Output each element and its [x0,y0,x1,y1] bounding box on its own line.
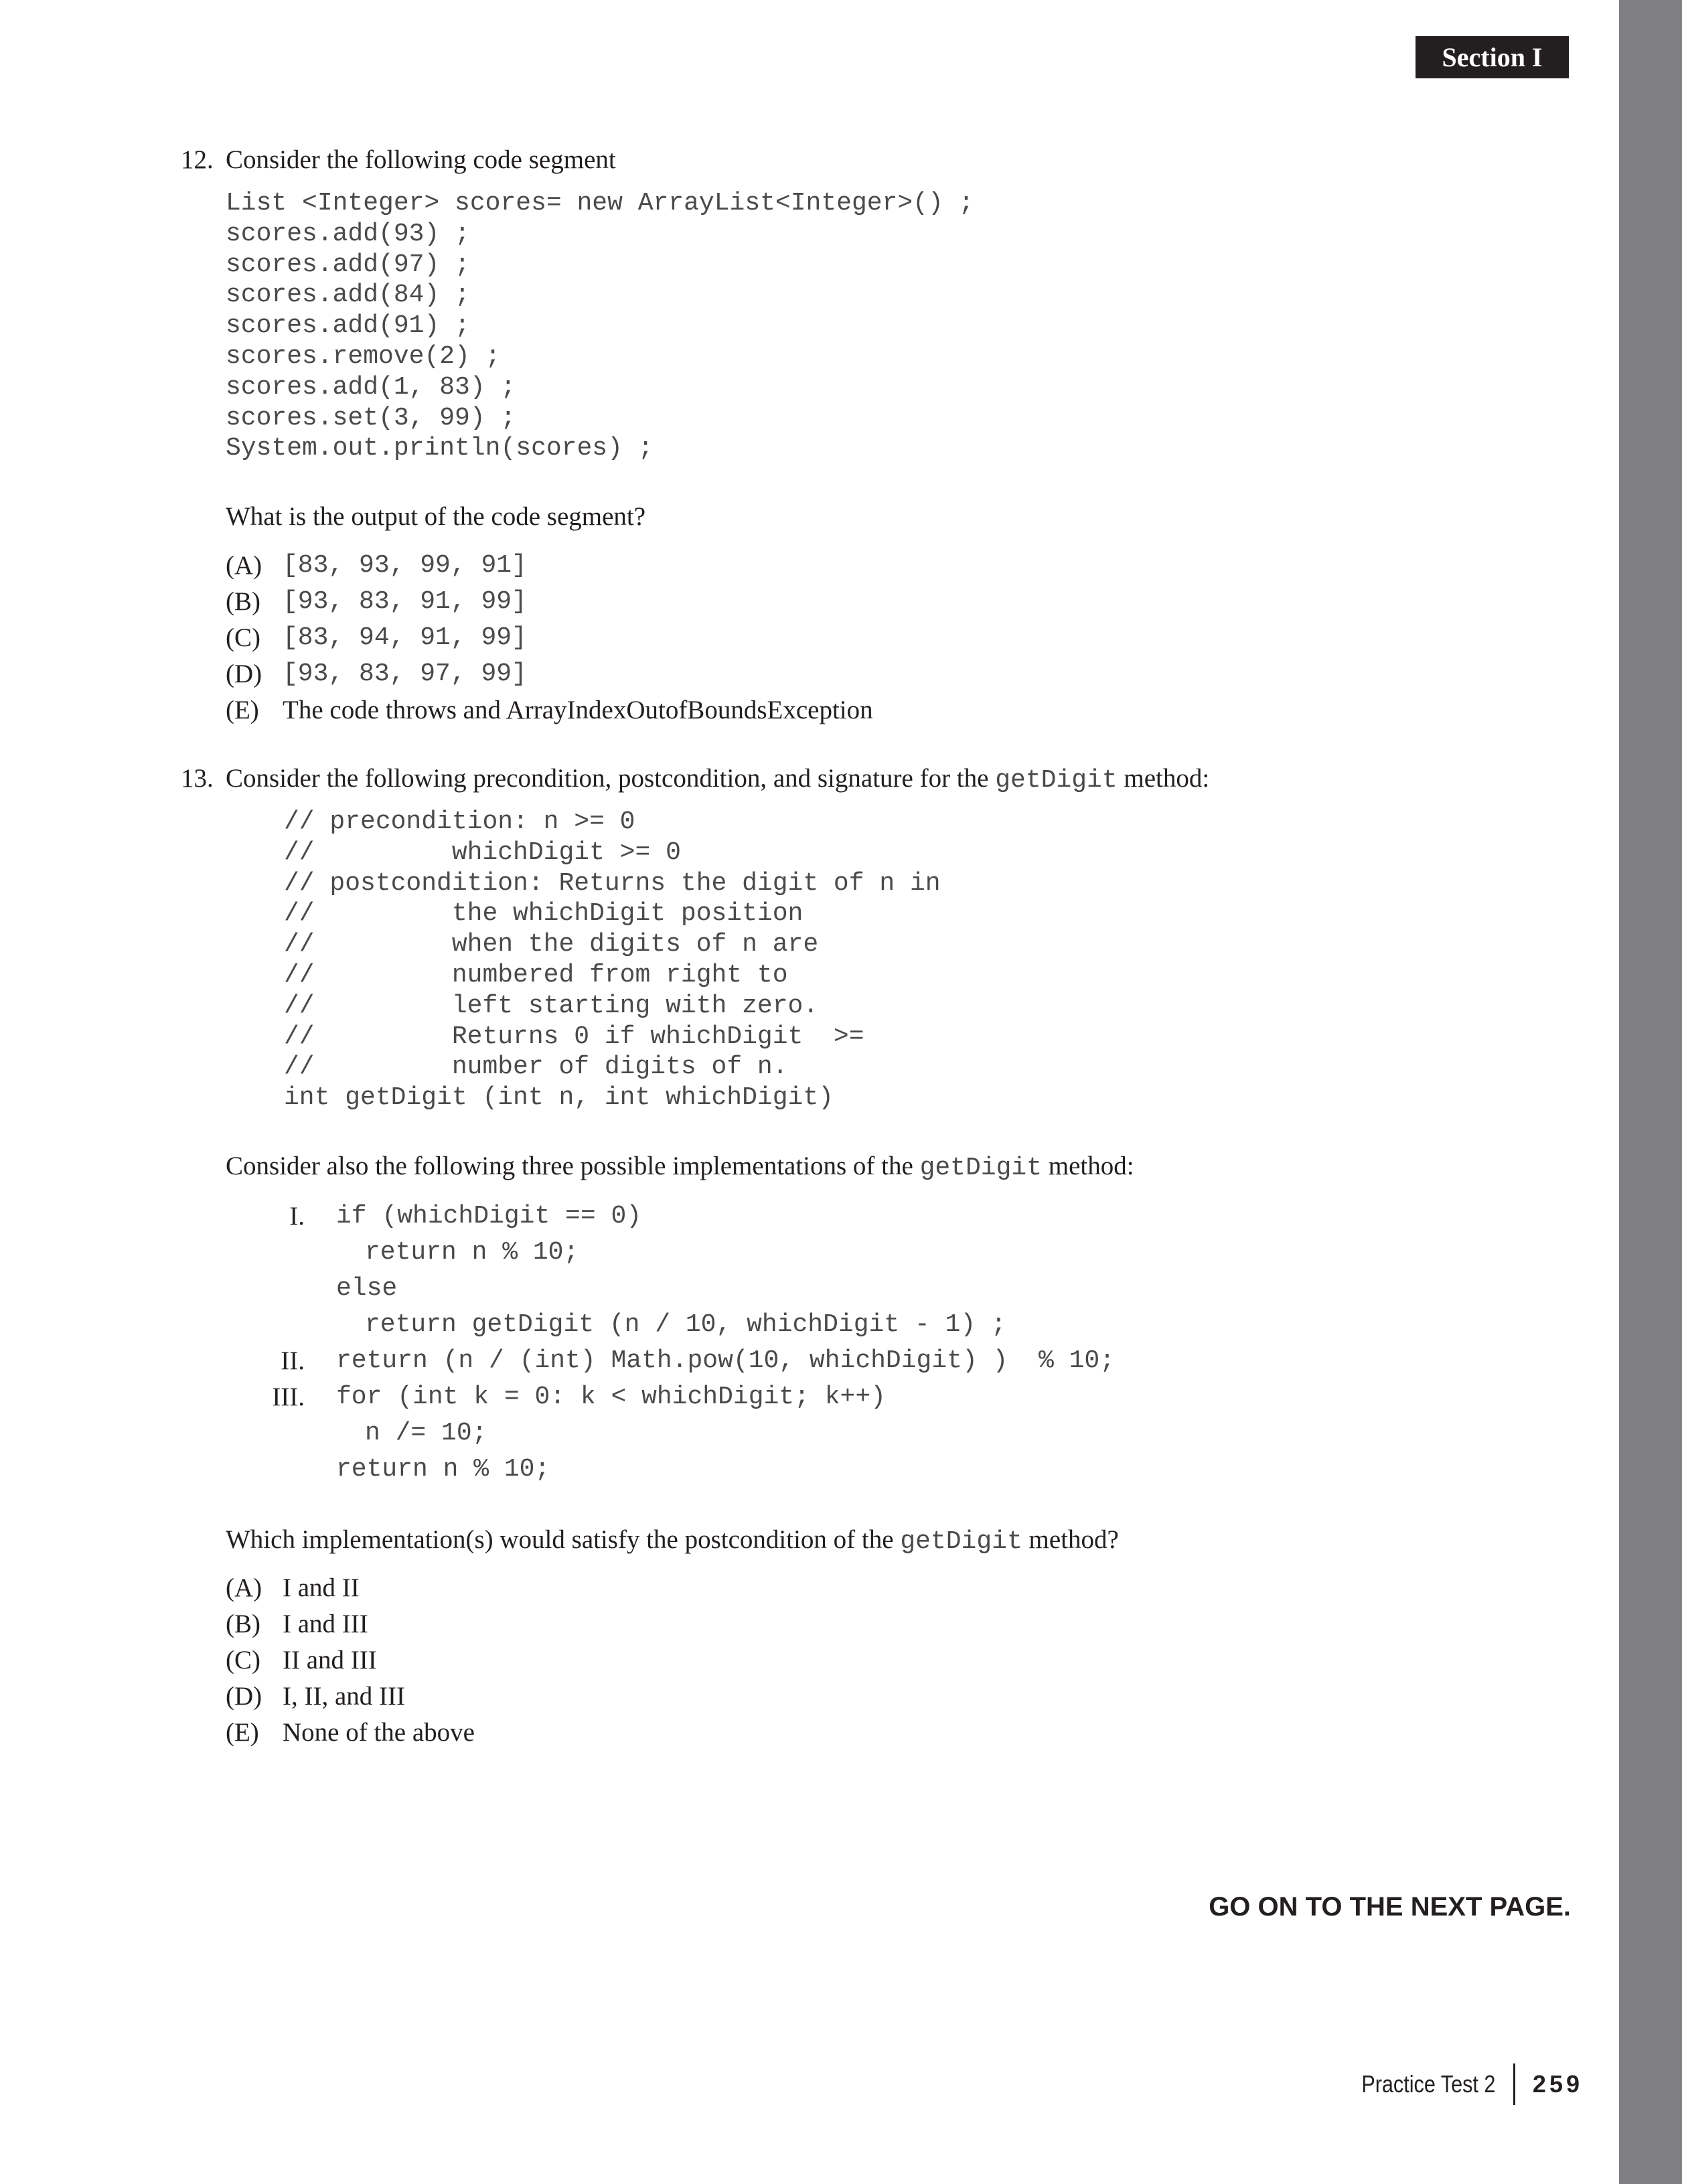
question-prompt [226,762,1209,795]
code-line: int getDigit (int n, int whichDigit) [284,1083,834,1113]
question-number: 13. [181,764,214,793]
answer-option: [93, 83, 97, 99] [283,659,527,688]
answer-option: [93, 83, 91, 99] [283,587,527,616]
code-line: for (int k = 0: k < whichDigit; k++) [336,1383,886,1411]
code-line: scores.add(1, 83) ; [226,372,516,402]
answer-option: [83, 93, 99, 91] [283,551,527,580]
implementation-label: II. [281,1346,305,1375]
code-line: // numbered from right to [284,961,788,990]
code-line: System.out.println(scores) ; [226,434,654,463]
option-letter: (B) [226,587,260,616]
option-letter: (A) [226,1573,262,1602]
page-number: 259 [1532,2070,1583,2098]
code-line: // postcondition: Returns the digit of n in [284,868,941,898]
code-line: scores.set(3, 99) ; [226,403,516,433]
implementation-label: I. [289,1202,305,1231]
code-line: return n % 10; [365,1238,579,1267]
prompt-text: method: [1117,764,1210,793]
answer-option: I, II, and III [283,1682,405,1711]
code-line: n /= 10; [365,1419,487,1448]
answer-option: I and II [283,1573,360,1602]
code-line: // left starting with zero. [284,991,819,1020]
code-line: // precondition: n >= 0 [284,807,635,836]
method-name: getDigit [919,1154,1043,1182]
implementations-intro [226,1150,1134,1183]
code-line: // number of digits of n. [284,1052,788,1082]
option-letter: (D) [226,1682,262,1711]
question-text: What is the output of the code segment? [226,502,646,531]
page-footer [1338,2068,1583,2101]
method-name: getDigit [900,1527,1022,1556]
answer-option: II and III [283,1646,377,1674]
code-line: return getDigit (n / 10, whichDigit - 1) ; [365,1310,1006,1339]
question-number: 12. [181,145,214,174]
option-letter: (E) [226,1718,259,1747]
book-title: Practice Test 2 [1361,2070,1496,2098]
code-line: scores.add(97) ; [226,250,470,279]
section-label: Section I [1416,36,1569,78]
question-prompt: Consider the following code segment [226,145,616,174]
code-line: scores.add(91) ; [226,311,470,341]
code-line: // whichDigit >= 0 [284,838,681,867]
prompt-text: Consider the following precondition, postcondition, and signature for the [226,764,996,793]
code-line: return n % 10; [336,1455,550,1484]
code-line: // Returns 0 if whichDigit >= [284,1022,864,1051]
footer-divider [1513,2063,1515,2105]
prompt-text: Which implementation(s) would satisfy the postcondition of the [226,1525,901,1554]
option-letter: (E) [226,696,259,724]
answer-option: The code throws and ArrayIndexOutofBoundsException [283,696,873,724]
prompt-text: method: [1042,1152,1134,1180]
implementation-label: III. [272,1383,305,1411]
code-line: // when the digits of n are [284,930,819,959]
prompt-text: method? [1022,1525,1119,1554]
option-letter: (A) [226,551,262,580]
code-line: List <Integer> scores= new ArrayList<Integer>() ; [226,189,974,218]
method-name: getDigit [995,766,1118,795]
answer-option: [83, 94, 91, 99] [283,623,527,652]
answer-option: I and III [283,1610,368,1638]
option-letter: (B) [226,1610,260,1638]
code-line: return (n / (int) Math.pow(10, whichDigit) ) % 10; [336,1346,1115,1375]
option-letter: (C) [226,623,260,652]
code-line: scores.add(84) ; [226,281,470,310]
option-letter: (D) [226,659,262,688]
question-text [226,1523,1119,1557]
go-on-notice: GO ON TO THE NEXT PAGE. [1209,1892,1571,1922]
page-edge-tab [1619,0,1682,2184]
code-line: if (whichDigit == 0) [336,1202,642,1231]
code-line: // the whichDigit position [284,899,804,929]
code-line: scores.remove(2) ; [226,342,501,371]
code-line: scores.add(93) ; [226,219,470,248]
code-line: else [336,1274,398,1303]
option-letter: (C) [226,1646,260,1674]
answer-option: None of the above [283,1718,475,1747]
prompt-text: Consider also the following three possible implementations of the [226,1152,920,1180]
